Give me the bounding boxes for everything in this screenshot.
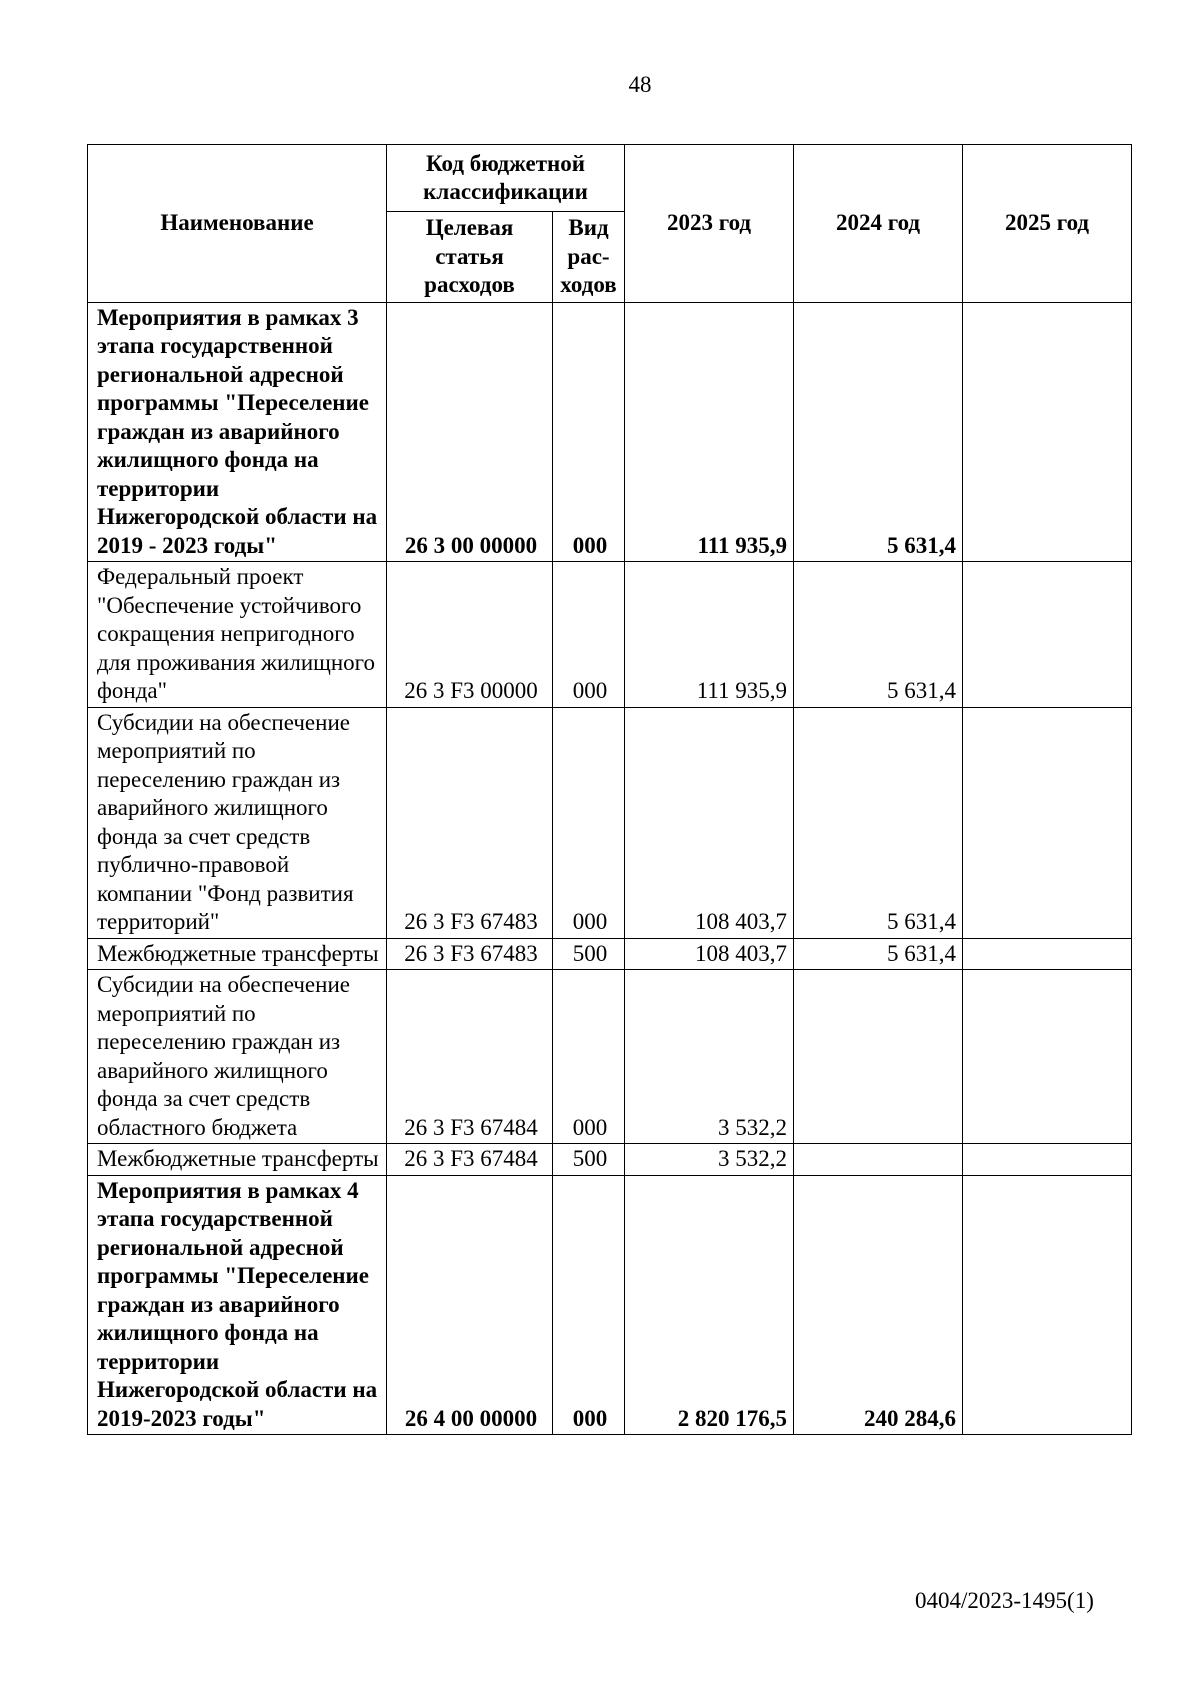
table-row <box>88 1175 1132 1435</box>
table-row <box>88 707 1132 938</box>
table-body <box>88 302 1132 1435</box>
cell-target-article: 26 3 F3 00000 <box>387 562 553 708</box>
cell-year-2024: 5 631,4 <box>794 938 963 970</box>
cell-year-2024: 5 631,4 <box>794 707 963 938</box>
cell-expense-kind: 000 <box>553 302 625 562</box>
cell-target-article: 26 3 F3 67484 <box>387 970 553 1144</box>
header-target-article: Целевая статья расходов <box>387 212 553 303</box>
cell-target-article: 26 3 F3 67483 <box>387 938 553 970</box>
cell-name: Субсидии на обеспечение мероприятий по переселению граждан из аварийного жилищного фонда за счет средств областного бюджета <box>88 970 387 1144</box>
cell-expense-kind: 000 <box>553 562 625 708</box>
document-number: 0404/2023-1495(1) <box>915 1588 1094 1613</box>
header-name: Наименование <box>88 145 387 303</box>
header-year-2023: 2023 год <box>625 145 794 303</box>
cell-year-2023: 108 403,7 <box>625 938 794 970</box>
table-row <box>88 938 1132 970</box>
cell-expense-kind: 500 <box>553 1144 625 1176</box>
cell-name: Мероприятия в рамках 4 этапа государственной региональной адресной программы "Переселение граждан из аварийного жилищного фонда на территории Нижегородской области на 2019-2023 годы" <box>88 1175 387 1435</box>
cell-target-article: 26 4 00 00000 <box>387 1175 553 1435</box>
cell-year-2024: 240 284,6 <box>794 1175 963 1435</box>
page-number: 48 <box>628 72 652 97</box>
cell-year-2024: 5 631,4 <box>794 562 963 708</box>
cell-year-2024 <box>794 1144 963 1176</box>
header-expense-kind: Вид рас-ходов <box>553 212 625 303</box>
header-year-2025: 2025 год <box>963 145 1132 303</box>
header-year-2024: 2024 год <box>794 145 963 303</box>
header-code-group: Код бюджетной классификации <box>387 145 625 212</box>
table-row <box>88 302 1132 562</box>
cell-year-2023: 108 403,7 <box>625 707 794 938</box>
cell-year-2024: 5 631,4 <box>794 302 963 562</box>
cell-name: Межбюджетные трансферты <box>88 938 387 970</box>
cell-year-2025 <box>963 707 1132 938</box>
cell-year-2023: 3 532,2 <box>625 970 794 1144</box>
cell-expense-kind: 000 <box>553 1175 625 1435</box>
cell-year-2025 <box>963 302 1132 562</box>
cell-year-2023: 111 935,9 <box>625 302 794 562</box>
cell-name: Субсидии на обеспечение мероприятий по переселению граждан из аварийного жилищного фонда за счет средств публично-правовой компании "Фонд развития территорий" <box>88 707 387 938</box>
cell-expense-kind: 000 <box>553 707 625 938</box>
budget-table <box>87 144 1132 1435</box>
cell-expense-kind: 500 <box>553 938 625 970</box>
table-row <box>88 1144 1132 1176</box>
cell-name: Межбюджетные трансферты <box>88 1144 387 1176</box>
cell-year-2025 <box>963 1175 1132 1435</box>
cell-year-2025 <box>963 562 1132 708</box>
cell-name: Мероприятия в рамках 3 этапа государственной региональной адресной программы "Переселение граждан из аварийного жилищного фонда на территории Нижегородской области на 2019 - 2023 годы" <box>88 302 387 562</box>
cell-expense-kind: 000 <box>553 970 625 1144</box>
cell-year-2023: 3 532,2 <box>625 1144 794 1176</box>
cell-year-2025 <box>963 938 1132 970</box>
cell-name: Федеральный проект "Обеспечение устойчивого сокращения непригодного для проживания жилищного фонда" <box>88 562 387 708</box>
cell-year-2025 <box>963 970 1132 1144</box>
table-row <box>88 970 1132 1144</box>
cell-target-article: 26 3 F3 67483 <box>387 707 553 938</box>
cell-year-2023: 111 935,9 <box>625 562 794 708</box>
cell-target-article: 26 3 F3 67484 <box>387 1144 553 1176</box>
cell-year-2024 <box>794 970 963 1144</box>
table-row <box>88 562 1132 708</box>
cell-target-article: 26 3 00 00000 <box>387 302 553 562</box>
cell-year-2025 <box>963 1144 1132 1176</box>
cell-year-2023: 2 820 176,5 <box>625 1175 794 1435</box>
